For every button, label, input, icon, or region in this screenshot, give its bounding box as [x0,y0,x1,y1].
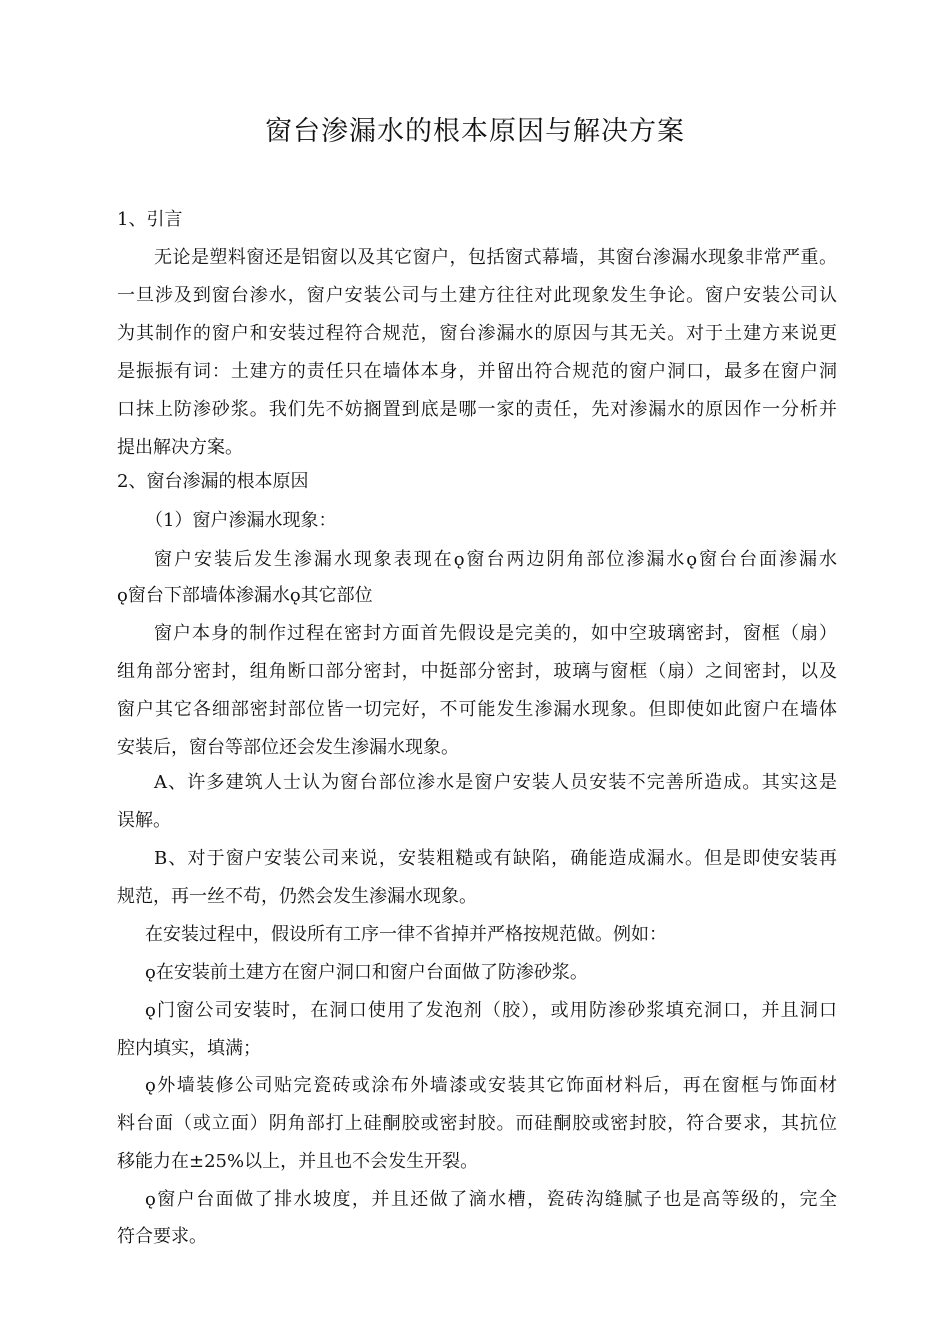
paragraph-line: 是振振有词：土建方的责任只在墙体本身，并留出符合规范的窗户洞口，最多在窗户洞 [117,361,837,382]
paragraph-line: 无论是塑料窗还是铝窗以及其它窗户，包括窗式幕墙，其窗台渗漏水现象非常严重。 [154,247,837,268]
subsection-heading: （1）窗户渗漏水现象： [145,510,337,531]
section-heading-intro: 1、引言 [117,209,183,230]
paragraph-line: 组角部分密封，组角断口部分密封，中挺部分密封，玻璃与窗框（扇）之间密封，以及 [117,661,837,682]
paragraph-line: 为其制作的窗户和安装过程符合规范，窗台渗漏水的原因与其无关。对于土建方来说更 [117,323,837,344]
list-item: ǫ外墙装修公司贴完瓷砖或涂布外墙漆或安装其它饰面材料后，再在窗框与饰面材 [145,1075,837,1096]
paragraph-line: 口抹上防渗砂浆。我们先不妨搁置到底是哪一家的责任，先对渗漏水的原因作一分析并 [117,399,837,420]
paragraph-line: A、许多建筑人士认为窗台部位渗水是窗户安装人员安装不完善所造成。其实这是 [154,772,837,793]
list-item: ǫ门窗公司安装时，在洞口使用了发泡剂（胶），或用防渗砂浆填充洞口，并且洞口 [145,1000,837,1021]
list-item-continuation: 料台面（或立面）阴角部打上硅酮胶或密封胶。而硅酮胶或密封胶，符合要求，其抗位 [117,1113,837,1134]
paragraph-line: ǫ窗台下部墙体渗漏水ǫ其它部位 [117,585,373,606]
paragraph-line: 提出解决方案。 [117,437,243,458]
document-title: 窗台渗漏水的根本原因与解决方案 [265,116,685,147]
paragraph-line: 窗户安装后发生渗漏水现象表现在ǫ窗台两边阴角部位渗漏水ǫ窗台台面渗漏水 [154,549,837,570]
list-item: ǫ窗户台面做了排水坡度，并且还做了滴水槽，瓷砖沟缝腻子也是高等级的，完全 [145,1189,837,1210]
paragraph-line: 安装后，窗台等部位还会发生渗漏水现象。 [117,737,459,758]
paragraph-line: 窗户其它各细部密封部位皆一切完好，不可能发生渗漏水现象。但即使如此窗户在墙体 [117,699,837,720]
paragraph-line: 在安装过程中，假设所有工序一律不省掉并严格按规范做。例如： [145,924,667,945]
list-item: ǫ在安装前土建方在窗户洞口和窗户台面做了防渗砂浆。 [145,962,588,983]
section-heading-causes: 2、窗台渗漏的根本原因 [117,471,309,492]
list-item-continuation: 移能力在±25%以上，并且也不会发生开裂。 [117,1151,479,1172]
list-item-continuation: 腔内填实，填满； [117,1038,261,1059]
list-item-continuation: 符合要求。 [117,1226,207,1247]
paragraph-line: B、对于窗户安装公司来说，安装粗糙或有缺陷，确能造成漏水。但是即使安装再 [154,848,837,869]
paragraph-line: 一旦涉及到窗台渗水，窗户安装公司与土建方往往对此现象发生争论。窗户安装公司认 [117,285,837,306]
paragraph-line: 误解。 [117,810,171,831]
paragraph-line: 窗户本身的制作过程在密封方面首先假设是完美的，如中空玻璃密封，窗框（扇） [154,623,837,644]
paragraph-line: 规范，再一丝不苟，仍然会发生渗漏水现象。 [117,886,477,907]
